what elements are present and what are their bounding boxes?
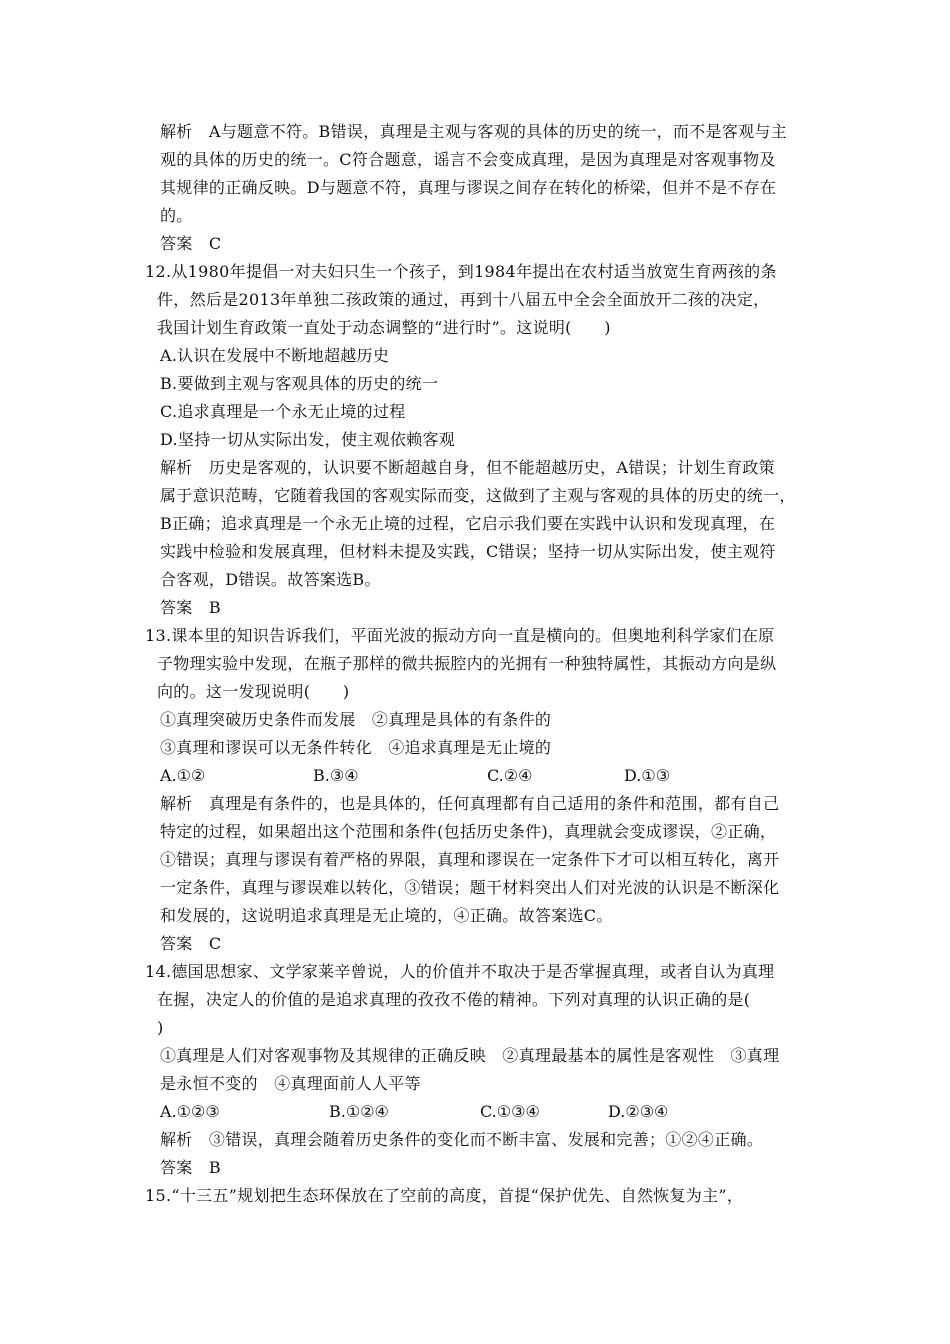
q13-analysis-line: 特定的过程，如果超出这个范围和条件(包括历史条件)，真理就会变成谬误，②正确， xyxy=(160,822,777,841)
q11-answer: 答案 C xyxy=(160,234,222,253)
q12-analysis-line: 实践中检验和发展真理，但材料未提及实践，C错误；坚持一切从实际出发，使主观符 xyxy=(160,542,776,561)
q13-analysis-line: 解析 真理是有条件的，也是具体的，任何真理都有自己适用的条件和范围，都有自己 xyxy=(160,794,780,813)
q13-answer: 答案 C xyxy=(160,934,222,953)
q12-stem-line: 12.从1980年提倡一对夫妇只生一个孩子，到1984年提出在农村适当放宽生育两孩的条 xyxy=(145,262,777,281)
q14-analysis-line: 解析 ③错误，真理会随着历史条件的变化而不断丰富、发展和完善；①②④正确。 xyxy=(160,1130,764,1149)
q12-analysis-line: B正确；追求真理是一个永无止境的过程，它启示我们要在实践中认识和发现真理，在 xyxy=(160,514,776,533)
q13-option-a: A.①② xyxy=(160,766,206,785)
q11-analysis-line: 其规律的正确反映。D与题意不符，真理与谬误之间存在转化的桥梁，但并不是不存在 xyxy=(160,178,777,197)
q13-analysis-line: 一定条件，真理与谬误难以转化，③错误；题干材料突出人们对光波的认识是不断深化 xyxy=(160,878,780,897)
q14-option-d: D.②③④ xyxy=(608,1102,669,1121)
q13-analysis-line: 和发展的，这说明追求真理是无止境的，④正确。故答案选C。 xyxy=(160,906,613,925)
q14-option-a: A.①②③ xyxy=(160,1102,220,1121)
q12-stem-line: 我国计划生育政策一直处于动态调整的“进行时”。这说明( ) xyxy=(157,318,611,337)
q14-stem-line: 在握，决定人的价值的是追求真理的孜孜不倦的精神。下列对真理的认识正确的是( xyxy=(157,990,751,1009)
q13-analysis-line: ①错误；真理与谬误有着严格的界限，真理和谬误在一定条件下才可以相互转化，离开 xyxy=(160,850,780,869)
q14-statement-line: ①真理是人们对客观事物及其规律的正确反映 ②真理最基本的属性是客观性 ③真理 xyxy=(160,1046,780,1065)
q11-analysis-line: 解析 A与题意不符。B错误，真理是主观与客观的具体的历史的统一，而不是客观与主 xyxy=(160,122,788,141)
q13-stem-line: 子物理实验中发现，在瓶子那样的微共振腔内的光拥有一种独特属性，其振动方向是纵 xyxy=(157,654,777,673)
q15-stem-line: 15.“十三五”规划把生态环保放在了空前的高度，首提“保护优先、自然恢复为主”， xyxy=(145,1186,744,1205)
q12-analysis-line: 合客观，D错误。故答案选B。 xyxy=(160,570,381,589)
q13-option-d: D.①③ xyxy=(624,766,671,785)
q14-stem-line: ) xyxy=(157,1018,164,1037)
q12-answer: 答案 B xyxy=(160,598,221,617)
q14-stem-line: 14.德国思想家、文学家莱辛曾说，人的价值并不取决于是否掌握真理，或者自认为真理 xyxy=(145,962,775,981)
q13-stem-line: 13.课本里的知识告诉我们，平面光波的振动方向一直是横向的。但奥地利科学家们在原 xyxy=(145,626,775,645)
q14-statement-line: 是永恒不变的 ④真理面前人人平等 xyxy=(160,1074,421,1093)
q12-stem-line: 件，然后是2013年单独二孩政策的通过，再到十八届五中全会全面放开二孩的决定， xyxy=(157,290,770,309)
q11-analysis-line: 的。 xyxy=(160,206,193,225)
q13-option-b: B.③④ xyxy=(313,766,359,785)
q12-analysis-line: 解析 历史是客观的，认识要不断超越自身，但不能超越历史，A错误；计划生育政策 xyxy=(160,458,775,477)
q13-statement-line: ①真理突破历史条件而发展 ②真理是具体的有条件的 xyxy=(160,710,552,729)
q13-option-c: C.②④ xyxy=(487,766,533,785)
q12-option-d: D.坚持一切从实际出发，使主观依赖客观 xyxy=(160,430,456,449)
q14-option-b: B.①②④ xyxy=(329,1102,389,1121)
q12-analysis-line: 属于意识范畴，它随着我国的客观实际而变，这做到了主观与客观的具体的历史的统一， xyxy=(160,486,796,505)
q12-option-a: A.认识在发展中不断地超越历史 xyxy=(160,346,390,365)
q11-analysis-line: 观的具体的历史的统一。C符合题意，谣言不会变成真理，是因为真理是对客观事物及 xyxy=(160,150,776,169)
q12-option-b: B.要做到主观与客观具体的历史的统一 xyxy=(160,374,439,393)
q13-stem-line: 向的。这一发现说明( ) xyxy=(157,682,350,701)
q14-answer: 答案 B xyxy=(160,1158,221,1177)
q12-option-c: C.追求真理是一个永无止境的过程 xyxy=(160,402,406,421)
q14-option-c: C.①③④ xyxy=(480,1102,540,1121)
q13-statement-line: ③真理和谬误可以无条件转化 ④追求真理是无止境的 xyxy=(160,738,552,757)
